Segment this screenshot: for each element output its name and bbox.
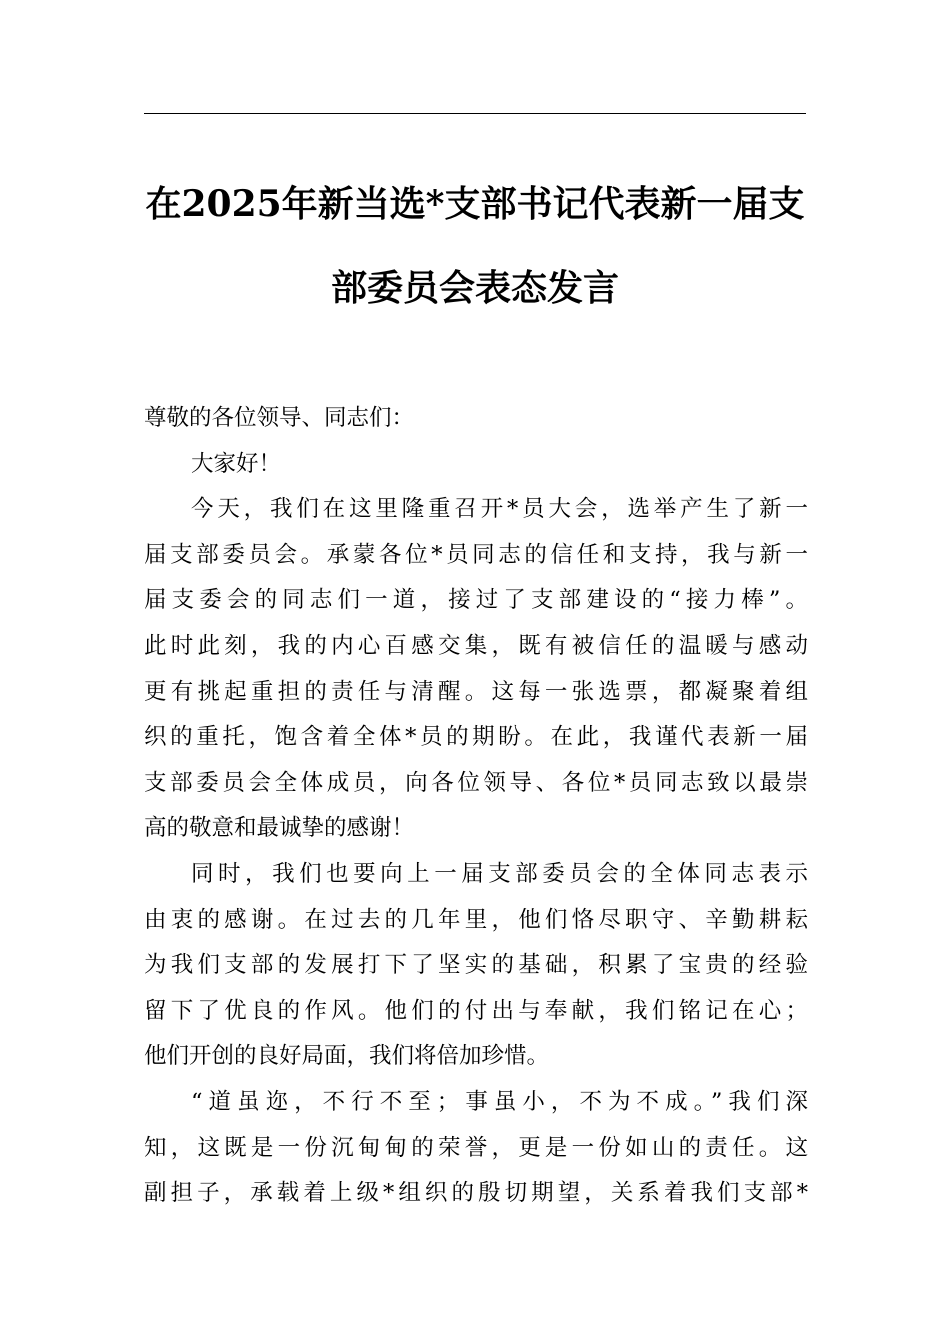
- paragraph-3: [144, 1080, 808, 1217]
- paragraph-line: 他们开创的良好局面，我们将倍加珍惜。: [144, 1043, 550, 1070]
- paragraph-line: 为我们支部的发展打下了坚实的基础，积累了宝贵的经验: [144, 952, 808, 979]
- salutation: 尊敬的各位领导、同志们：: [144, 405, 415, 431]
- paragraph-line: 更有挑起重担的责任与清醒。这每一张选票，都凝聚着组: [144, 678, 808, 705]
- paragraph-line: 此时此刻，我的内心百感交集，既有被信任的温暖与感动: [144, 632, 808, 659]
- paragraph-line: 今天，我们在这里隆重召开*员大会，选举产生了新一: [191, 496, 808, 523]
- paragraph-line: 副担子，承载着上级*组织的殷切期望，关系着我们支部*: [144, 1180, 808, 1207]
- document-title: [144, 162, 806, 330]
- paragraph-line: 由衷的感谢。在过去的几年里，他们恪尽职守、辛勤耕耘: [144, 906, 808, 933]
- document-body: [144, 396, 808, 1217]
- paragraph-line: 高的敬意和最诚挚的感谢！: [144, 815, 415, 842]
- paragraph-line: 织的重托，饱含着全体*员的期盼。在此，我谨代表新一届: [144, 724, 808, 751]
- paragraph-line: 届支委会的同志们一道，接过了支部建设的“接力棒”。: [144, 587, 808, 614]
- title-line-2: 部委员会表态发言: [330, 267, 619, 309]
- paragraph-1: [144, 487, 808, 852]
- title-line-1: 在2025年新当选*支部书记代表新一届支: [145, 183, 805, 225]
- greeting: 大家好！: [191, 450, 282, 477]
- paragraph-line: 支部委员会全体成员，向各位领导、各位*员同志致以最崇: [144, 769, 808, 796]
- header-rule: [144, 113, 806, 114]
- paragraph-2: [144, 852, 808, 1080]
- paragraph-line: 同时，我们也要向上一届支部委员会的全体同志表示: [191, 860, 808, 887]
- paragraph-line: “道虽迩，不行不至；事虽小，不为不成。”我们深: [191, 1088, 808, 1115]
- paragraph-line: 届支部委员会。承蒙各位*员同志的信任和支持，我与新一: [144, 541, 808, 568]
- paragraph-line: 留下了优良的作风。他们的付出与奉献，我们铭记在心；: [144, 997, 808, 1024]
- paragraph-line: 知，这既是一份沉甸甸的荣誉，更是一份如山的责任。这: [144, 1134, 808, 1161]
